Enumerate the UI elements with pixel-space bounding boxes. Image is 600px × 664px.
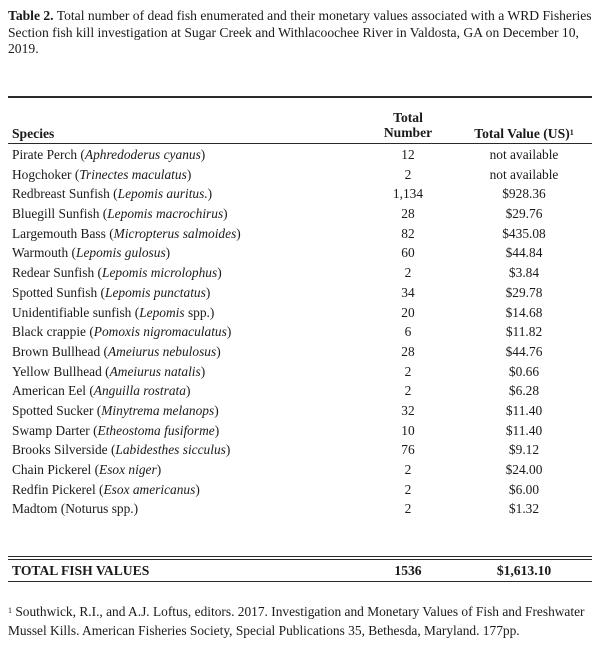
species-common-name: Redfin Pickerel	[12, 481, 96, 497]
table-row	[0, 381, 600, 401]
total-number-cell: 12	[401, 147, 415, 162]
table-row	[0, 322, 600, 342]
species-common-name: Largemouth Bass	[12, 225, 106, 241]
table-label: Table 2.	[8, 8, 54, 23]
species-name: Chain Pickerel (Esox niger)	[12, 462, 162, 477]
table-row	[0, 460, 600, 480]
header-rule	[8, 143, 592, 144]
total-number-cell: 2	[404, 265, 412, 281]
table-row	[0, 401, 600, 421]
table-row	[0, 303, 600, 323]
species-common-name: American Eel	[12, 383, 86, 399]
species-name: Redear Sunfish (Lepomis microlophus)	[12, 265, 222, 281]
species-scientific-name: Esox niger	[99, 462, 157, 477]
table-row	[0, 421, 600, 441]
species-name: Redfin Pickerel (Esox americanus)	[12, 481, 200, 497]
species-scientific-name: Trinectes maculatus	[79, 166, 187, 182]
total-value-cell: $11.40	[505, 422, 543, 438]
species-scientific-name: Lepomis auritus.	[117, 186, 208, 202]
totals-bottom-rule	[8, 581, 592, 582]
total-number-cell: 32	[401, 402, 415, 418]
total-number-cell: 28	[401, 206, 415, 222]
table-row	[0, 184, 600, 204]
species-name: Swamp Darter (Etheostoma fusiforme)	[12, 422, 220, 438]
species-name: Spotted Sucker (Minytrema melanops)	[12, 402, 219, 418]
totals-number: 1536	[394, 563, 422, 578]
total-value-cell: $6.00	[508, 481, 540, 497]
table-row	[0, 243, 600, 263]
species-common-name: Yellow Bullhead	[12, 363, 102, 379]
total-number-cell: 2	[404, 383, 412, 399]
header-total-value	[456, 126, 592, 141]
total-value-cell: $0.66	[508, 363, 540, 379]
species-common-name: Pirate Perch	[12, 147, 78, 162]
species-common-name: Brooks Silverside	[12, 442, 108, 458]
species-scientific-name: Anguilla rostrata	[93, 383, 186, 399]
species-common-name: Spotted Sucker	[12, 402, 94, 418]
top-rule	[8, 96, 592, 98]
total-value-cell: $6.28	[508, 383, 540, 399]
total-value-cell: $29.78	[505, 284, 543, 300]
species-scientific-name: Micropterus salmoides	[113, 225, 237, 241]
header-number-line2: Number	[383, 125, 433, 140]
header-number-line1: Total	[393, 110, 423, 125]
species-scientific-name: Lepomis gulosus	[76, 245, 166, 261]
total-number-cell: 2	[404, 462, 412, 477]
total-value-cell: $29.76	[505, 206, 543, 222]
table-row	[0, 342, 600, 362]
species-common-name: Redear Sunfish	[12, 265, 95, 281]
total-number-cell: 82	[401, 225, 415, 241]
totals-top-rule-a	[8, 556, 592, 557]
header-total-number	[370, 110, 446, 140]
species-scientific-name: Aphredoderus cyanus	[84, 147, 201, 162]
species-name: Black crappie (Pomoxis nigromaculatus)	[12, 324, 232, 340]
table-row	[0, 165, 600, 185]
table-row	[0, 480, 600, 500]
total-number-cell: 60	[401, 245, 415, 261]
species-name: Hogchoker (Trinectes maculatus)	[12, 166, 192, 182]
table-row	[0, 283, 600, 303]
species-common-name: Hogchoker	[12, 166, 72, 182]
total-number-cell: 6	[404, 324, 412, 340]
species-scientific-name: Pomoxis nigromaculatus	[93, 324, 227, 340]
species-scientific-name: Lepomis microlophus	[102, 265, 218, 281]
total-value-cell: $1.32	[508, 501, 540, 517]
footnote-marker: 1	[8, 606, 12, 615]
total-value-cell: $928.36	[502, 186, 546, 202]
species-rows	[0, 145, 600, 519]
total-number-cell: 10	[401, 422, 415, 438]
species-common-name: Brown Bullhead	[12, 343, 101, 359]
total-value-cell: $11.40	[505, 402, 543, 418]
total-number-cell: 20	[401, 304, 415, 320]
species-scientific-name: Esox americanus	[103, 481, 196, 497]
table-row	[0, 440, 600, 460]
species-common-name: Black crappie	[12, 324, 86, 340]
species-name: American Eel (Anguilla rostrata)	[12, 383, 191, 399]
species-common-name: Spotted Sunfish	[12, 284, 98, 300]
species-name: Spotted Sunfish (Lepomis punctatus)	[12, 284, 211, 300]
species-name: Warmouth (Lepomis gulosus)	[12, 245, 171, 261]
header-value-note-marker: 1	[569, 128, 574, 137]
total-value-cell: not available	[489, 147, 559, 162]
species-scientific-name: Ameiurus nebulosus	[107, 343, 217, 359]
species-scientific-name: Lepomis macrochirus	[107, 206, 224, 222]
footnote-text: Southwick, R.I., and A.J. Loftus, editors. 2017. Investigation and Monetary Values of Fish and Freshwater Mussel Kills. American Fisheries Society, Special Publications 35, Bethesda, Maryland. 177pp.	[8, 604, 585, 638]
total-value-cell: $435.08	[502, 225, 546, 241]
total-value-cell: $3.84	[508, 265, 540, 281]
total-value-cell: $14.68	[505, 304, 543, 320]
species-name: Brooks Silverside (Labidesthes sicculus)	[12, 442, 231, 458]
total-value-cell: $9.12	[508, 442, 540, 458]
table-row	[0, 499, 600, 519]
total-value-cell: $11.82	[505, 324, 543, 340]
species-scientific-name: Noturus spp.	[65, 501, 134, 517]
species-scientific-name: Minytrema melanops	[101, 402, 215, 418]
species-name: Unidentifiable sunfish (Lepomis spp.)	[12, 304, 215, 320]
header-value-text: Total Value (US)	[474, 126, 570, 141]
caption-text: Total number of dead fish enumerated and their monetary values associated with a WRD Fisheries Section fish kill investigation at Sugar Creek and Withlacoochee River in Valdosta, GA on December 10, 2019.	[8, 8, 592, 56]
total-number-cell: 2	[404, 363, 412, 379]
total-number-cell: 2	[404, 166, 412, 182]
species-common-name: Swamp Darter	[12, 422, 90, 438]
totals-label: TOTAL FISH VALUES	[12, 563, 150, 578]
table-row	[0, 145, 600, 165]
total-number-cell: 2	[404, 481, 412, 497]
species-common-name: Unidentifiable sunfish	[12, 304, 132, 320]
species-name: Yellow Bullhead (Ameiurus natalis)	[12, 363, 206, 379]
species-common-name: Bluegill Sunfish	[12, 206, 100, 222]
species-scientific-name: Etheostoma fusiforme	[97, 422, 215, 438]
total-value-cell: not available	[489, 166, 559, 182]
species-name: Largemouth Bass (Micropterus salmoides)	[12, 225, 241, 241]
table-row	[0, 224, 600, 244]
footnote	[8, 603, 596, 640]
species-name: Pirate Perch (Aphredoderus cyanus)	[12, 147, 206, 162]
species-name: Redbreast Sunfish (Lepomis auritus.)	[12, 186, 213, 202]
species-name: Brown Bullhead (Ameiurus nebulosus)	[12, 343, 221, 359]
table-caption	[8, 8, 596, 58]
species-common-name: Redbreast Sunfish	[12, 186, 110, 202]
total-value-cell: $44.76	[505, 343, 543, 359]
species-common-name: Chain Pickerel	[12, 462, 92, 477]
species-name: Madtom (Noturus spp.)	[12, 501, 139, 517]
species-scientific-name: Labidesthes sicculus	[115, 442, 226, 458]
totals-top-rule-b	[8, 559, 592, 560]
table-row	[0, 362, 600, 382]
total-value-cell: $24.00	[505, 462, 543, 477]
table-row	[0, 263, 600, 283]
totals-value: $1,613.10	[496, 563, 552, 578]
species-name: Bluegill Sunfish (Lepomis macrochirus)	[12, 206, 228, 222]
species-scientific-name: Lepomis	[139, 304, 185, 320]
header-species: Species	[12, 126, 55, 141]
species-common-name: Warmouth	[12, 245, 69, 261]
total-number-cell: 28	[401, 343, 415, 359]
species-common-name: Madtom	[12, 501, 58, 517]
total-number-cell: 2	[404, 501, 412, 517]
species-scientific-name: Ameiurus natalis	[109, 363, 201, 379]
table-row	[0, 204, 600, 224]
species-name-suffix: spp.	[184, 304, 210, 320]
total-number-cell: 76	[401, 442, 415, 458]
total-value-cell: $44.84	[505, 245, 543, 261]
species-scientific-name: Lepomis punctatus	[105, 284, 206, 300]
total-number-cell: 1,134	[392, 186, 424, 202]
total-number-cell: 34	[401, 284, 415, 300]
